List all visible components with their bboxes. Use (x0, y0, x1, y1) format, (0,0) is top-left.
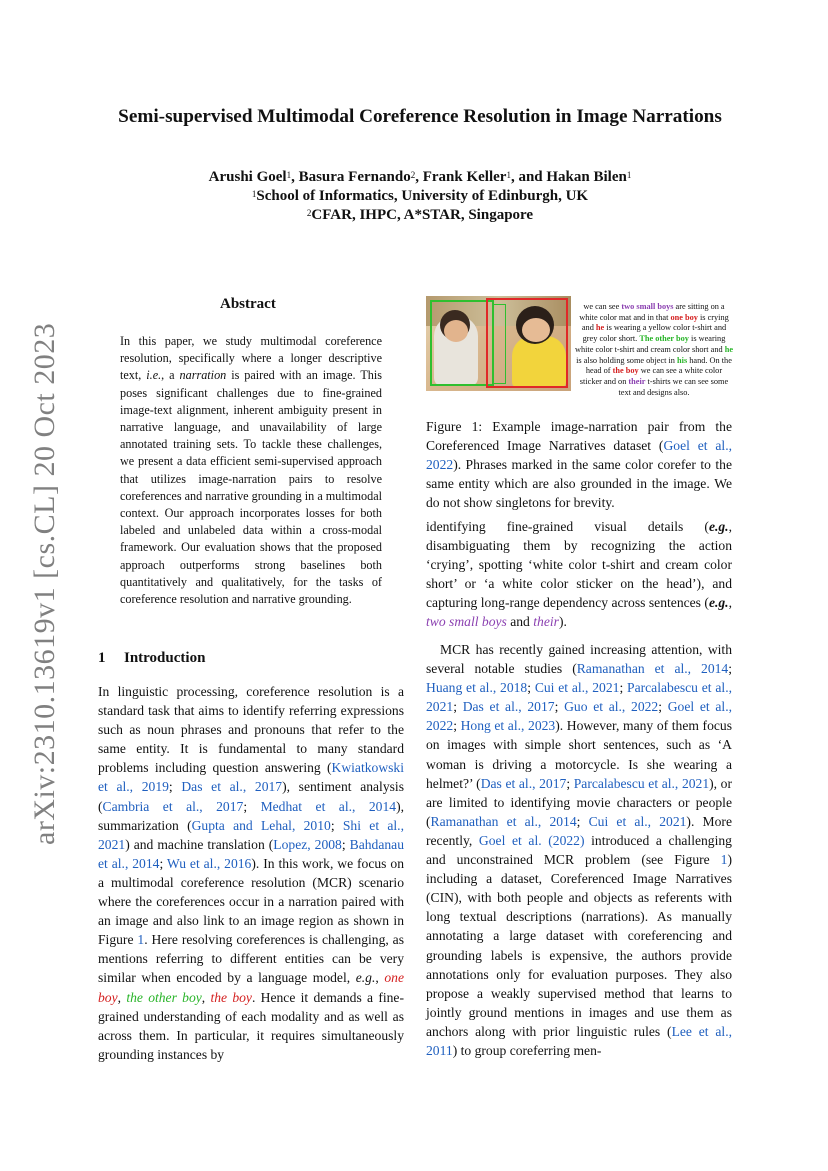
affiliation-mark: 2 (306, 208, 312, 218)
author-name: Basura Fernando (298, 169, 411, 185)
affiliation-mark: 1 (251, 189, 257, 199)
citation-link[interactable]: Medhat et al., 2014 (260, 798, 397, 814)
affiliation-mark: 2 (410, 170, 416, 180)
citation-link[interactable]: Goel et al., 2022 (426, 699, 732, 734)
intro-paragraph-1: In linguistic processing, coreference resolution is a standard task that aims to identify referring expressions such as noun phrases and pronouns that refer to the same entity. It is fundamental to many standard problems including question answering (Kwiatkowski et al., 2019; Das et al., 2017), sentiment analysis (Cambria et al., 2017; Medhat et al., 2014), summarization (Gupta and Lehal, 2010; Shi et al., 2021) and machine translation (Lopez, 2008; Bahdanau et al., 2014; Wu et al., 2016). In this work, we focus on a multimodal coreference resolution (MCR) scenario where the coreferences occur in a narration paired with an image and also link to an image region as shown in Figure 1. Here resolving coreferences is challenging, as mentions referring to different entities can be very similar when encoded by a language model, e.g., one boy, the other boy, the boy. Hence it demands a fine-grained understanding of each modality and as well as across them. In particular, it requires simultaneously grounding instances by (98, 684, 405, 1062)
author-name: Arushi Goel (208, 169, 287, 185)
grounding-box-green (430, 300, 494, 386)
affiliation-text: School of Informatics, University of Edinburgh, UK (256, 188, 589, 204)
intro-paragraph-1-continued: identifying fine-grained visual details (e.g., disambiguating them by recognizing the action ‘crying’, spotting ‘white color t-shirt and cream color short’ or ‘a white color sticker on the head’), and capturing long-range dependency across sentences (e.g., two small boys and their). (426, 519, 732, 630)
citation-link[interactable]: Das et al., 2017 (181, 779, 283, 795)
arxiv-stamp: arXiv:2310.13619v1 [cs.CL] 20 Oct 2023 (28, 322, 61, 845)
citation-link[interactable]: Huang et al., 2018 (426, 680, 528, 696)
affiliation-2 (60, 206, 780, 225)
citation-link[interactable]: Ramanathan et al., 2014 (430, 813, 577, 829)
affiliation-1 (60, 187, 780, 206)
citation-link[interactable]: Lee et al., 2011 (426, 1023, 732, 1058)
abstract-body: In this paper, we study multimodal coreference resolution, specifically where a longer descriptive text, i.e., a narration is paired with an image. This poses significant challenges due to fine-grained image-text alignment, inherent ambiguity present in narrative language, and unavailability of large annotated training sets. To tackle these challenges, we present a data efficient semi-supervised approach that utilizes image-narration pairs to resolve coreferences and narrative grounding in a multimodal context. Our approach incorporates losses for both labeled and unlabeled data within a cross-modal framework. Our evaluation shows that the proposed approach outperforms strong baselines both quantitatively and qualitatively, for the tasks of coreference resolution and narrative grounding. (120, 334, 382, 607)
author-list: Arushi Goel$^1$, Basura Fernando$^2$, Frank Keller$^1$, and Hakan Bilen$^1$ (208, 169, 632, 185)
figure-1-caption: Figure 1: Example image-narration pair from the Coreferenced Image Narratives dataset (Goel et al., 2022). Phrases marked in the same color corefer to the same entity which are also grounded in the image. We do not show singletons for brevity. (426, 419, 732, 511)
citation-link[interactable]: Cui et al., 2021 (534, 680, 620, 696)
citation-link[interactable]: Cui et al., 2021 (588, 813, 687, 829)
abstract-heading: Abstract (220, 296, 276, 312)
affiliation-text: CFAR, IHPC, A*STAR, Singapore (311, 207, 534, 223)
grounding-box-green-object (492, 304, 506, 384)
affiliation-mark: 1 (506, 170, 511, 180)
author-name: and Hakan Bilen (518, 169, 627, 185)
affiliation-mark: 1 (286, 170, 292, 180)
citation-link[interactable]: Das et al., 2017 (462, 699, 555, 715)
author-name: Frank Keller (422, 169, 507, 185)
citation-link[interactable]: Goel et al., 2022 (426, 438, 732, 473)
author-block (60, 168, 780, 225)
citation-link[interactable]: Lopez, 2008 (273, 836, 342, 852)
paper-title: Semi-supervised Multimodal Coreference Resolution in Image Narrations (118, 106, 722, 127)
citation-link[interactable]: Cambria et al., 2017 (102, 798, 244, 814)
affiliation-mark: 1 (626, 170, 632, 180)
citation-link[interactable]: Wu et al., 2016 (166, 855, 252, 871)
figure-ref-link[interactable]: 1 (137, 932, 145, 948)
citation-link[interactable]: Guo et al., 2022 (564, 699, 659, 715)
figure-1-narration: we can see two small boys are sitting on a white color mat and in that one boy is crying and he is wearing a yellow color t-shirt and grey color short. The other boy is wearing white color t-shirt and cream color short and he is also holding some object in his hand. On the head of the boy we can see a white color sticker and on their t-shirts we can see some text and designs also. (574, 302, 734, 397)
citation-link[interactable]: Goel et al. (2022) (478, 832, 585, 848)
figure-1-image (426, 296, 571, 391)
citation-link[interactable]: Das et al., 2017 (480, 775, 567, 791)
citation-link[interactable]: Parcalabescu et al., 2021 (426, 680, 732, 715)
citation-link[interactable]: Shi et al., 2021 (98, 817, 404, 852)
citation-link[interactable]: Gupta and Lehal, 2010 (191, 817, 331, 833)
citation-link[interactable]: Hong et al., 2023 (460, 718, 556, 734)
figure-ref-link[interactable]: 1 (720, 852, 728, 868)
citation-link[interactable]: Bahdanau et al., 2014 (98, 836, 404, 871)
citation-link[interactable]: Ramanathan et al., 2014 (576, 661, 729, 677)
section-heading: 1 Introduction (98, 650, 206, 666)
intro-paragraph-2: MCR has recently gained increasing attention, with several notable studies (Ramanathan et al., 2014; Huang et al., 2018; Cui et al., 2021; Parcalabescu et al., 2021; Das et al., 2017; Guo et al., 2022; Goel et al., 2022; Hong et al., 2023). However, many of them focus on images with simple short sentences, such as ‘A woman is driving a motorcycle. Is she wearing a helmet?’ (Das et al., 2017; Parcalabescu et al., 2021), or are limited to identifying movie characters or people (Ramanathan et al., 2014; Cui et al., 2021). More recently, Goel et al. (2022) introduced a challenging and unconstrained MCR problem (see Figure 1) including a dataset, Coreferenced Image Narratives (CIN), with both people and objects as referents with long textual descriptions (narrations). As manually annotating a large dataset with coreferencing and grounding labels is expensive, the authors provide annotations only for evaluation purposes. They also propose a weakly supervised method that learns to jointly ground mentions in images and use them as anchors along with prior linguistic rules (Lee et al., 2011) to group coreferring men- (426, 642, 733, 1058)
citation-link[interactable]: Kwiatkowski et al., 2019 (98, 760, 404, 795)
citation-link[interactable]: Parcalabescu et al., 2021 (573, 775, 710, 791)
